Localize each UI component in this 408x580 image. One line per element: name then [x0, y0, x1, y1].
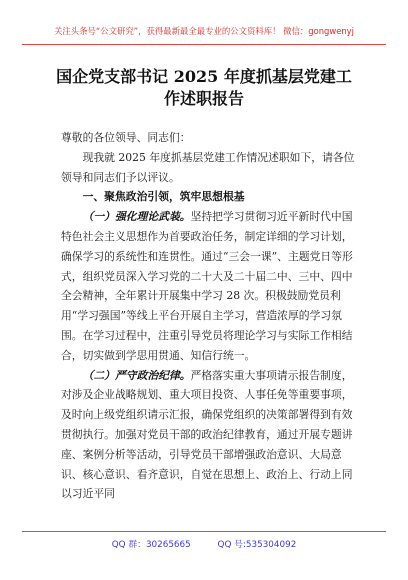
footer — [0, 537, 408, 550]
footer-qq-number: QQ 号:535304092 — [217, 540, 297, 550]
footer-qq-group: QQ 群：30265665 — [111, 540, 191, 550]
intro-paragraph: 现我就 2025 年度抓基层党建工作情况述职如下，请各位领导和同志们予以评议。 — [61, 150, 355, 184]
salutation: 尊敬的各位领导、同志们： — [61, 131, 191, 144]
footer-divider — [22, 531, 386, 532]
header-banner: 关注头条号“公文研究”，获得最新最全最专业的公文资料库！ 微信：gongwenyj — [54, 26, 354, 36]
subsection-1-paragraph — [61, 207, 357, 365]
subsection-1-heading: （一）强化理论武装。 — [82, 210, 191, 224]
subsection-1-body: 坚持把学习贯彻习近平新时代中国特色社会主义思想作为首要政治任务，制定详细的学习计划，确保学习的系统性和连贯性。通过“三会一课”、主题党日等形式，组织党员深入学习党的二十大及二十届二中、三中、四中全会精神，全年累计开展集中学习 28 次。积极鼓励党员利用“学习强国”等线上平台开展自主学习，营造浓厚的学习氛围。在学习过程中，注重引导党员将理论学习与实际工作相结合，切实做到学思用贯通、知信行统一。 — [61, 210, 353, 362]
document-body — [61, 128, 357, 504]
title-line-1: 国企党支部书记 2025 年度抓基层党建工 — [56, 67, 352, 86]
header-divider — [22, 44, 386, 45]
document-title — [0, 66, 408, 110]
title-line-2: 作述职报告 — [163, 89, 244, 108]
section-heading: 一、聚焦政治引领，筑牢思想根基 — [82, 190, 245, 204]
subsection-2-body: 严格落实重大事项请示报告制度，对涉及企业战略规划、重大项目投资、人事任免等重要事项，及时向上级党组织请示汇报，确保党组织的决策部署得到有效贯彻执行。加强对党员干部的政治纪律教育，通过开展专题讲座、案例分析等活动，引导党员干部增强政治意识、大局意识、核心意识、看齐意识，自觉在思想上、政治上、行动上同以习近平同 — [61, 368, 353, 501]
subsection-2-heading: （二）严守政治纪律。 — [82, 368, 191, 382]
subsection-2-paragraph — [61, 366, 357, 505]
